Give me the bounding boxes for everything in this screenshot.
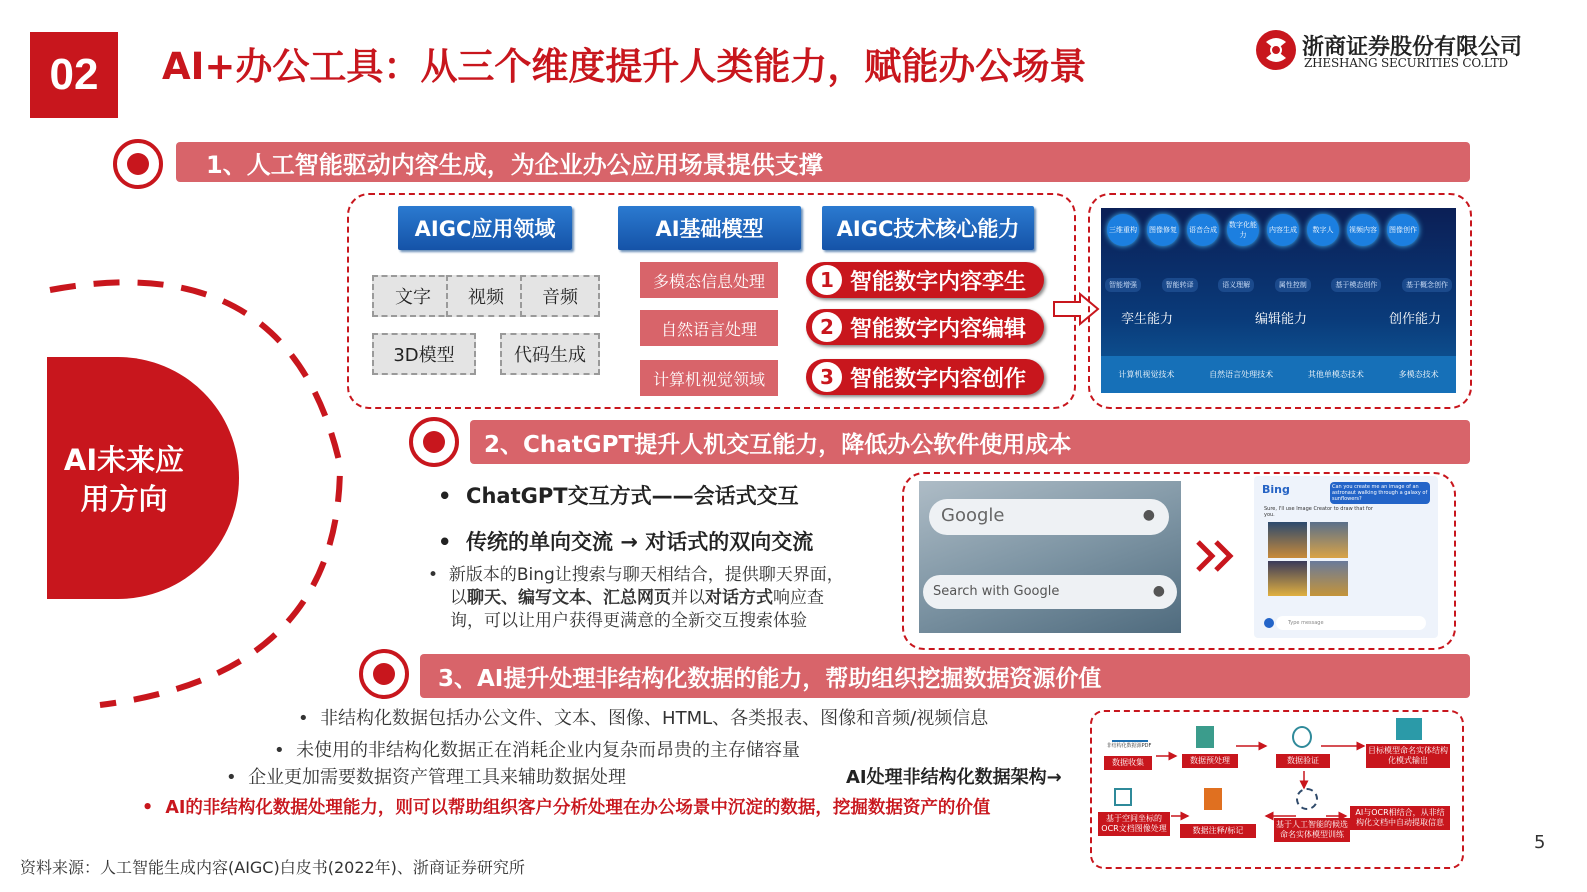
section3-bullet-1: • 非结构化数据包括办公文件、文本、图像、HTML、各类报表、图像和音频/视频信息	[298, 708, 989, 729]
target-icon	[408, 416, 460, 468]
panel-node: 数字人	[1307, 214, 1339, 246]
section2-paragraph: • 新版本的Bing让搜索与聊天相结合，提供聊天界面， 以聊天、编写文本、汇总网页并以对话方式响应查 询，可以让用户获得更满意的全新交互搜索体验	[428, 565, 844, 631]
para-seg: 以	[450, 588, 467, 608]
capability-num: 3	[810, 360, 844, 394]
domain-text: 文字	[372, 275, 454, 317]
logo-company-en: ZHESHANG SECURITIES CO.LTD	[1304, 56, 1508, 70]
model-multimodal: 多模态信息处理	[640, 262, 778, 298]
arch-label: AI处理非结构化数据架构→	[846, 767, 1062, 788]
annotation-icon	[1204, 788, 1222, 810]
center-circle-label: AI未来应用方向	[63, 443, 185, 516]
flow-annotate: 数据注释/标记	[1180, 824, 1256, 838]
domain-code-gen: 代码生成	[500, 333, 600, 375]
flow-output: 目标模型命名实体结构化模式输出	[1366, 744, 1450, 768]
bullet-text: 未使用的非结构化数据正在消耗企业内复杂而昂贵的主存储容量	[296, 740, 801, 761]
bing-user-message: Can you create me an image of an astronaut walking through a galaxy of sunflowers?	[1330, 482, 1430, 504]
panel-mid-label: 基于模态创作	[1331, 278, 1381, 292]
panel-node: 视频内容	[1347, 214, 1379, 246]
capability-edit	[806, 309, 1044, 345]
panel-mid-label: 智能转译	[1162, 278, 1198, 292]
panel-ability: 孪生能力	[1121, 312, 1174, 327]
gear-icon	[1292, 726, 1312, 748]
bing-screenshot	[1254, 476, 1438, 638]
document-icon	[1114, 788, 1132, 806]
flow-ocr: 基于空间坐标的OCR文档图像处理	[1098, 812, 1170, 836]
header-aigc-domains: AIGC应用领域	[398, 206, 572, 250]
section2-bar	[470, 420, 1470, 464]
panel-base-label: 其他单模态技术	[1307, 370, 1364, 379]
double-chevron-icon	[1196, 540, 1240, 572]
section-number-badge	[30, 32, 118, 118]
bullet-text: ChatGPT交互方式——会话式交互	[466, 484, 799, 508]
header-aigc-capabilities: AIGC技术核心能力	[822, 206, 1034, 250]
mic-icon[interactable]: ●	[1152, 583, 1165, 599]
google-logo: Google	[941, 505, 1005, 526]
panel-top-nodes	[1107, 214, 1419, 246]
para-line: 新版本的Bing让搜索与聊天相结合，提供聊天界面，	[448, 565, 844, 585]
capability-num: 1	[810, 263, 844, 297]
generated-image[interactable]	[1268, 522, 1307, 558]
flow-small-label: 非结构化数据源PDF	[1106, 743, 1152, 749]
generated-image[interactable]	[1310, 522, 1349, 558]
domain-3d-model: 3D模型	[372, 333, 476, 375]
panel-ability: 创作能力	[1388, 312, 1441, 327]
capability-twin	[806, 262, 1044, 298]
logo-company-cn: 浙商证券股份有限公司	[1302, 35, 1523, 60]
capability-label: 智能数字内容孪生	[850, 269, 1027, 295]
page-title: AI+办公工具：从三个维度提升人类能力，赋能办公场景	[162, 45, 1087, 88]
capability-panel	[1101, 208, 1456, 393]
model-nlp: 自然语言处理	[640, 310, 778, 346]
panel-abilities	[1121, 308, 1441, 327]
panel-node: 语音合成	[1187, 214, 1219, 246]
generated-image[interactable]	[1268, 561, 1307, 597]
para-bold: 对话方式	[705, 588, 773, 608]
search-placeholder: Search with Google	[933, 584, 1060, 599]
panel-node: 数字化能力	[1227, 214, 1259, 246]
mic-icon[interactable]: ●	[1142, 507, 1155, 523]
panel-base-label: 自然语言处理技术	[1209, 370, 1274, 379]
capability-num: 2	[810, 310, 844, 344]
domain-video: 视频	[446, 275, 526, 317]
bullet-text: 非结构化数据包括办公文件、文本、图像、HTML、各类报表、图像和音频/视频信息	[320, 708, 989, 729]
section3-title: 3、AI提升处理非结构化数据的能力，帮助组织挖掘数据资源价值	[438, 665, 1102, 692]
bing-image-grid	[1268, 522, 1348, 596]
capability-label: 智能数字内容编辑	[850, 316, 1027, 342]
section3-bullet-3: • 企业更加需要数据资产管理工具来辅助数据处理	[226, 767, 627, 788]
panel-node: 内容生成	[1267, 214, 1299, 246]
bing-reply: Sure, I'll use Image Creator to draw that for you.	[1264, 506, 1373, 518]
section1-title: 1、人工智能驱动内容生成，为企业办公应用场景提供支撑	[206, 150, 823, 179]
panel-mid-label: 属性控制	[1275, 278, 1311, 292]
page-number: 5	[1534, 832, 1546, 853]
bing-logo: Bing	[1262, 483, 1290, 496]
para-bold: 聊天、编写文本、汇总网页	[467, 588, 671, 608]
panel-base	[1101, 356, 1456, 393]
panel-node: 图像创作	[1387, 214, 1419, 246]
panel-ability: 编辑能力	[1254, 312, 1307, 327]
domain-audio: 音频	[520, 275, 600, 317]
panel-mid-labels	[1105, 278, 1452, 292]
section3-highlight: • AI的非结构化数据处理能力，则可以帮助组织客户分析处理在办公场景中沉淀的数据，挖掘数据资产的价值	[142, 798, 991, 818]
section3-bar	[420, 654, 1470, 698]
section2-bullet-2: • 传统的单向交流 → 对话式的双向交流	[438, 530, 814, 554]
generated-image[interactable]	[1310, 561, 1349, 597]
section3-bullet-2: • 未使用的非结构化数据正在消耗企业内复杂而昂贵的主存储容量	[274, 740, 801, 761]
flow-validate: 数据验证	[1276, 754, 1330, 768]
section2-title: 2、ChatGPT提升人机交互能力，降低办公软件使用成本	[484, 431, 1072, 458]
header-ai-models: AI基础模型	[618, 206, 801, 250]
bing-message-input[interactable]: Type message	[1276, 616, 1426, 630]
para-seg: 响应查	[773, 588, 824, 608]
section-number: 02	[49, 50, 99, 99]
flow-data-collect: 数据收集	[1104, 756, 1152, 770]
para-line: 询，可以让用户获得更满意的全新交互搜索体验	[450, 611, 807, 631]
capability-label: 智能数字内容创作	[850, 366, 1027, 392]
ai-chip-icon	[1296, 788, 1318, 810]
flow-train: 基于人工智能的候选命名实体模型训练	[1274, 818, 1350, 842]
panel-mid-label: 基于概念创作	[1402, 278, 1452, 292]
server-icon	[1112, 726, 1148, 742]
source-note: 资料来源：人工智能生成内容(AIGC)白皮书(2022年)、浙商证券研究所	[20, 858, 525, 877]
google-screenshot	[919, 481, 1181, 633]
para-seg: 并以	[671, 588, 705, 608]
target-icon	[358, 648, 410, 700]
output-icon	[1396, 718, 1422, 740]
arch-diagram	[1096, 716, 1454, 859]
target-icon	[112, 138, 164, 190]
bullet-text: 企业更加需要数据资产管理工具来辅助数据处理	[248, 767, 627, 788]
bing-chat-icon[interactable]	[1264, 618, 1274, 628]
panel-node: 三维重构	[1107, 214, 1139, 246]
zheshang-logo-icon	[1254, 28, 1298, 72]
panel-base-label: 计算机视觉技术	[1118, 370, 1175, 379]
section2-bullet-1: • ChatGPT交互方式——会话式交互	[438, 484, 799, 508]
preprocess-icon	[1196, 726, 1214, 748]
capability-create	[806, 359, 1044, 395]
section1-bar	[176, 142, 1470, 182]
flow-preprocess: 数据预处理	[1182, 754, 1238, 768]
highlight-text: AI的非结构化数据处理能力，则可以帮助组织客户分析处理在办公场景中沉淀的数据，挖掘数据资产的价值	[165, 798, 991, 818]
panel-base-label: 多模态技术	[1398, 370, 1439, 379]
google-search-bar[interactable]	[923, 575, 1177, 609]
google-search-box[interactable]	[929, 499, 1169, 535]
model-cv: 计算机视觉领域	[640, 360, 778, 396]
flow-ai-ocr: AI与OCR相结合，从非结构化文档中自动提取信息	[1350, 806, 1450, 830]
panel-mid-label: 语义理解	[1218, 278, 1254, 292]
panel-mid-label: 智能增强	[1105, 278, 1141, 292]
panel-node: 图像修复	[1147, 214, 1179, 246]
bullet-text: 传统的单向交流 → 对话式的双向交流	[466, 530, 814, 554]
